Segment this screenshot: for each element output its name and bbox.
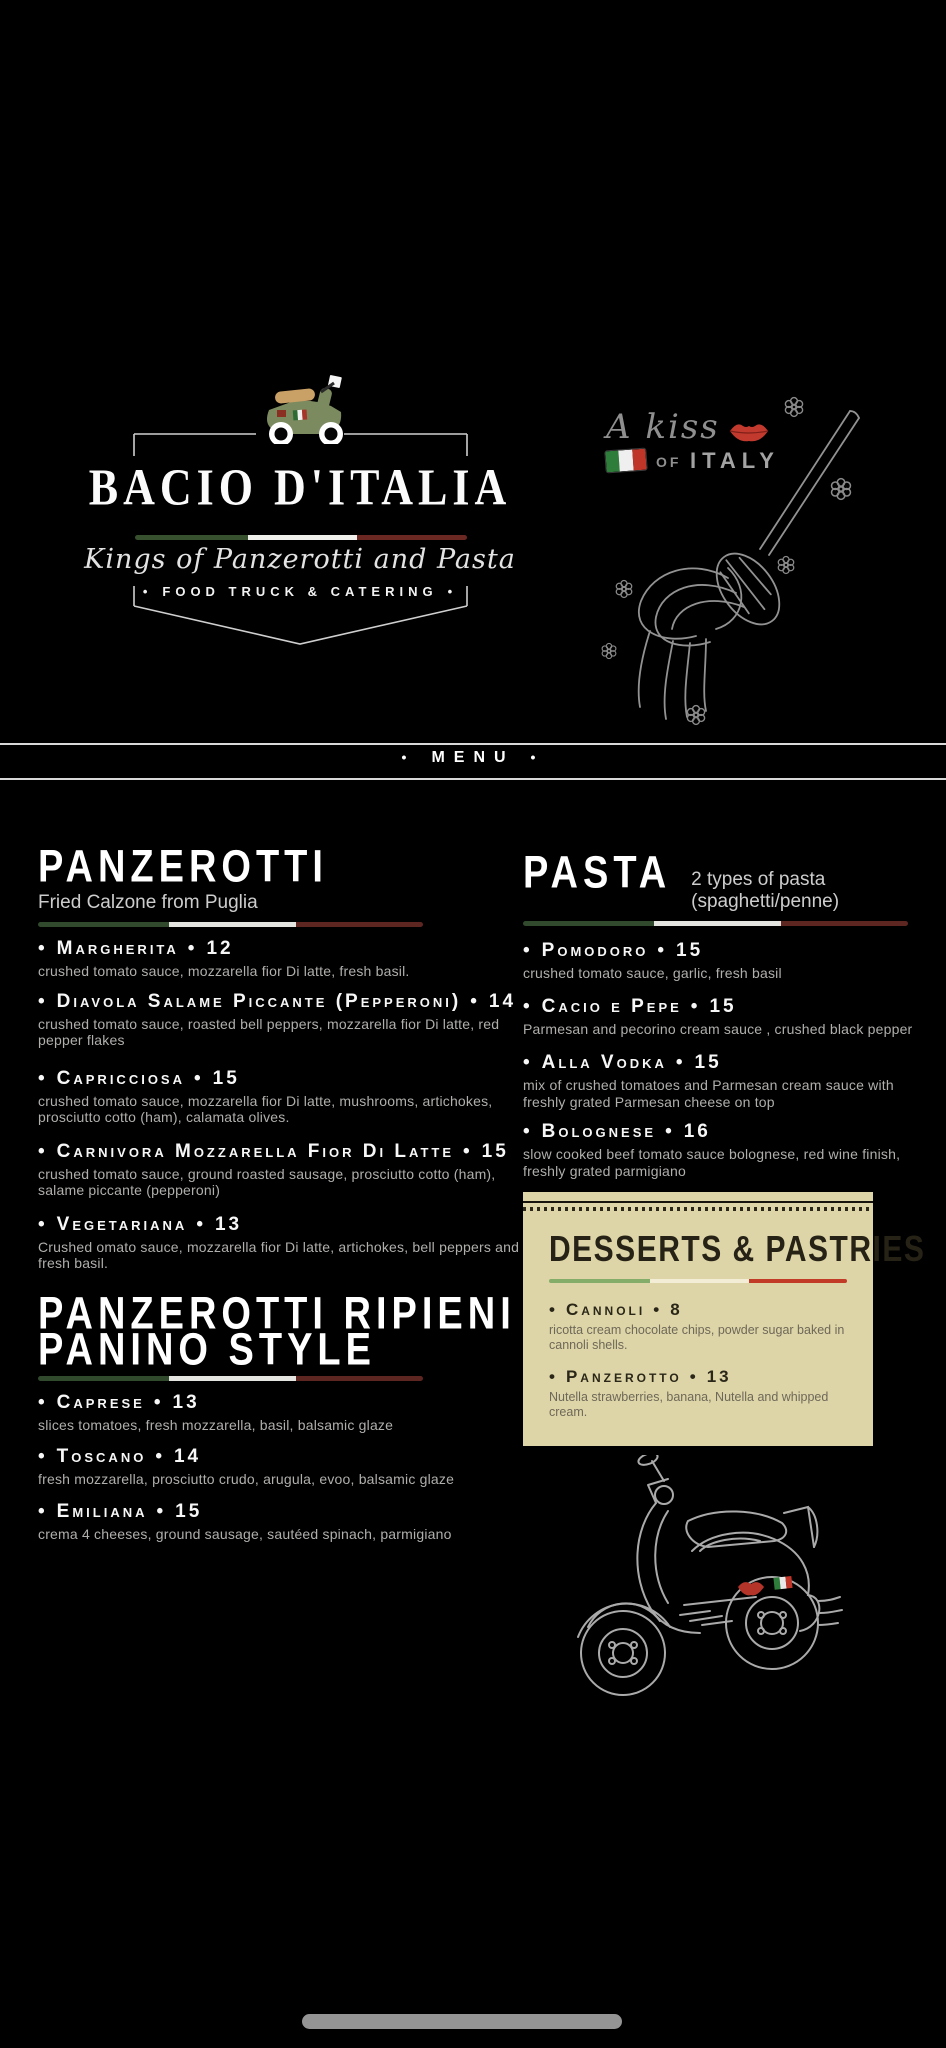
section-ripieni-header bbox=[38, 1288, 538, 1381]
banner-text: FOOD TRUCK & CATERING bbox=[162, 584, 438, 599]
bullet: • bbox=[38, 1213, 48, 1235]
item-price: 15 bbox=[212, 1067, 240, 1089]
item-price: 13 bbox=[214, 1213, 243, 1235]
item-name-line bbox=[38, 1140, 538, 1164]
bullet: • bbox=[523, 995, 533, 1017]
item-name-line bbox=[38, 1445, 538, 1469]
item-price: 15 bbox=[175, 1500, 203, 1522]
item-name-line bbox=[523, 1051, 923, 1075]
item-name: Carnivora Mozzarella Fior Di Latte bbox=[56, 1140, 454, 1162]
bullet: • bbox=[38, 938, 48, 959]
item-desc: mix of crushed tomatoes and Parmesan cream sauce with freshly grated Parmesan cheese on top bbox=[523, 1077, 894, 1110]
item-name: Panzerotto bbox=[565, 1367, 682, 1386]
bullet: • bbox=[665, 1121, 675, 1142]
item-name: Margherita bbox=[56, 938, 179, 959]
bullet: • bbox=[463, 1140, 473, 1162]
brand-tagline: Kings of Panzerotti and Pasta bbox=[84, 544, 516, 575]
menu-item bbox=[549, 1366, 849, 1420]
item-desc: Crushed omato sauce, mozzarella fior Di latte, artichokes, bell peppers and fresh basil. bbox=[38, 1238, 520, 1271]
bullet: • bbox=[196, 1213, 206, 1235]
menu-item bbox=[38, 1500, 538, 1543]
item-desc: ricotta cream chocolate chips, powder sugar baked in cannoli shells. bbox=[549, 1323, 845, 1352]
item-name: Alla Vodka bbox=[541, 1052, 667, 1073]
lips-icon bbox=[728, 419, 770, 445]
item-name-line bbox=[549, 1366, 849, 1388]
item-desc: slow cooked beef tomato sauce bolognese, red wine finish, freshly grated parmigiano bbox=[523, 1146, 901, 1179]
item-name-line bbox=[38, 1067, 538, 1091]
item-name: Vegetariana bbox=[56, 1213, 188, 1235]
item-desc: crushed tomato sauce, mozzarella fior Di latte, mushrooms, artichokes, prosciutto cotto (ham), calamata olives. bbox=[38, 1092, 493, 1125]
desserts-title: DESSERTS & PASTRIES bbox=[549, 1229, 926, 1270]
menu-item bbox=[38, 937, 538, 980]
item-desc: crema 4 cheeses, ground sausage, sautéed spinach, parmigiano bbox=[38, 1525, 452, 1542]
bullet: • bbox=[38, 1140, 48, 1162]
item-price: 15 bbox=[481, 1140, 509, 1162]
lips-decal-icon bbox=[738, 1582, 764, 1595]
item-name: Pomodoro bbox=[541, 940, 649, 961]
item-name-line bbox=[38, 1500, 538, 1524]
item-name: Bolognese bbox=[541, 1121, 657, 1142]
bullet: • bbox=[153, 1391, 164, 1413]
bullet: • bbox=[530, 749, 545, 765]
flag-divider bbox=[523, 921, 908, 926]
left-column bbox=[38, 841, 538, 1542]
flag-divider bbox=[549, 1279, 847, 1283]
kiss-of-text: OF bbox=[656, 454, 682, 470]
item-desc: Nutella strawberries, banana, Nutella and whipped cream. bbox=[549, 1390, 829, 1419]
menu-item bbox=[549, 1299, 849, 1353]
menu-item bbox=[38, 990, 538, 1049]
bullet: • bbox=[523, 940, 533, 961]
section-panzerotti-header bbox=[38, 841, 538, 927]
item-name: Diavola Salame Piccante (Pepperoni) bbox=[56, 990, 462, 1012]
kiss-script-text: A kiss bbox=[606, 407, 720, 447]
item-name-line bbox=[523, 1120, 923, 1144]
menu-item bbox=[523, 1120, 923, 1179]
bullet: • bbox=[38, 1446, 48, 1467]
section-title: PANZEROTTI bbox=[38, 841, 328, 893]
bullet: • bbox=[194, 1067, 204, 1089]
item-name: Toscano bbox=[56, 1446, 147, 1467]
brand-logo bbox=[60, 372, 540, 662]
bullet: • bbox=[187, 938, 198, 959]
bullet: • bbox=[38, 990, 48, 1012]
section-subtitle: Fried Calzone from Puglia bbox=[38, 892, 258, 913]
menu-strip-rule-bottom bbox=[0, 778, 946, 780]
bullet: • bbox=[38, 1391, 48, 1413]
item-price: 14 bbox=[488, 990, 517, 1012]
item-name: Caprese bbox=[56, 1391, 145, 1413]
item-price: 15 bbox=[694, 1052, 722, 1073]
menu-item bbox=[38, 1140, 538, 1199]
section-title: PASTA bbox=[523, 847, 672, 899]
item-name-line bbox=[549, 1299, 849, 1321]
bullet: • bbox=[653, 1300, 663, 1319]
menu-bar-label: MENU bbox=[431, 749, 515, 766]
bullet: • bbox=[690, 995, 701, 1017]
item-name-line bbox=[523, 939, 923, 963]
item-price: 8 bbox=[670, 1300, 683, 1319]
item-name-line bbox=[38, 990, 538, 1014]
item-name-line bbox=[38, 937, 538, 961]
home-indicator[interactable] bbox=[302, 2014, 622, 2029]
scooter-sketch-illustration bbox=[560, 1455, 860, 1715]
brand-title: BACIO D'ITALIA bbox=[88, 458, 512, 517]
bullet: • bbox=[470, 990, 480, 1012]
flag-divider bbox=[38, 922, 423, 927]
menu-item bbox=[38, 1213, 538, 1272]
item-name: Emiliana bbox=[56, 1500, 148, 1522]
bullet: • bbox=[549, 1300, 558, 1319]
logo-flag-divider bbox=[135, 535, 467, 540]
bullet: • bbox=[523, 1121, 533, 1142]
bullet: • bbox=[38, 1500, 48, 1522]
section-title-line2: PANINO STYLE bbox=[38, 1324, 376, 1375]
bullet: • bbox=[675, 1052, 686, 1073]
item-name-line bbox=[523, 995, 923, 1019]
bullet: • bbox=[447, 584, 458, 599]
menu-item bbox=[38, 1067, 538, 1126]
item-price: 13 bbox=[706, 1367, 732, 1386]
item-desc: crushed tomato sauce, roasted bell peppers, mozzarella fior Di latte, red pepper flakes bbox=[38, 1015, 500, 1048]
bullet: • bbox=[155, 1446, 165, 1467]
flag-decal-icon bbox=[773, 1576, 792, 1590]
bullet: • bbox=[657, 940, 668, 961]
item-name: Cacio e Pepe bbox=[541, 995, 682, 1017]
item-price: 16 bbox=[683, 1121, 711, 1142]
panel-top-strip bbox=[523, 1192, 873, 1201]
kiss-of-italy-badge bbox=[578, 393, 918, 733]
bullet: • bbox=[156, 1500, 167, 1522]
brand-banner bbox=[60, 584, 540, 599]
kiss-italy-text: ITALY bbox=[690, 448, 780, 473]
section-subtitle: 2 types of pasta (spaghetti/penne) bbox=[691, 869, 840, 912]
right-column bbox=[523, 847, 923, 1179]
menu-item bbox=[523, 995, 923, 1038]
item-desc: slices tomatoes, fresh mozzarella, basil, balsamic glaze bbox=[38, 1416, 394, 1433]
item-name-line bbox=[38, 1213, 538, 1237]
item-name-line bbox=[38, 1391, 538, 1415]
italian-flag-icon bbox=[605, 449, 646, 473]
bullet: • bbox=[523, 1052, 533, 1073]
item-desc: crushed tomato sauce, ground roasted sausage, prosciutto cotto (ham), salame piccante (pepperoni) bbox=[38, 1165, 496, 1198]
bullet: • bbox=[401, 749, 416, 765]
item-price: 14 bbox=[173, 1446, 202, 1467]
menu-strip-rule-top bbox=[0, 743, 946, 745]
menu-item bbox=[523, 939, 923, 982]
scooter-logo-icon bbox=[255, 374, 351, 444]
bullet: • bbox=[549, 1367, 558, 1386]
item-name: Capricciosa bbox=[56, 1067, 185, 1089]
flag-divider bbox=[38, 1376, 423, 1381]
bullet: • bbox=[689, 1367, 699, 1386]
desserts-panel bbox=[523, 1192, 926, 1446]
item-price: 15 bbox=[709, 995, 737, 1017]
item-price: 12 bbox=[206, 938, 234, 959]
item-desc: crushed tomato sauce, garlic, fresh basil bbox=[523, 965, 782, 981]
item-price: 13 bbox=[172, 1391, 200, 1413]
bullet: • bbox=[142, 584, 153, 599]
section-pasta-header bbox=[523, 847, 923, 926]
bullet: • bbox=[38, 1067, 48, 1089]
item-name: Cannoli bbox=[565, 1300, 646, 1319]
menu-bar bbox=[0, 749, 946, 767]
menu-item bbox=[38, 1445, 538, 1488]
menu-item bbox=[523, 1051, 923, 1110]
item-desc: crushed tomato sauce, mozzarella fior Di latte, fresh basil. bbox=[38, 963, 410, 979]
item-desc: Parmesan and pecorino cream sauce , crushed black pepper bbox=[523, 1020, 913, 1037]
menu-item bbox=[38, 1391, 538, 1434]
section-title-line1: PANZEROTTI RIPIENI bbox=[38, 1288, 516, 1339]
item-price: 15 bbox=[676, 940, 704, 961]
item-desc: fresh mozzarella, prosciutto crudo, arugula, evoo, balsamic glaze bbox=[38, 1471, 455, 1487]
